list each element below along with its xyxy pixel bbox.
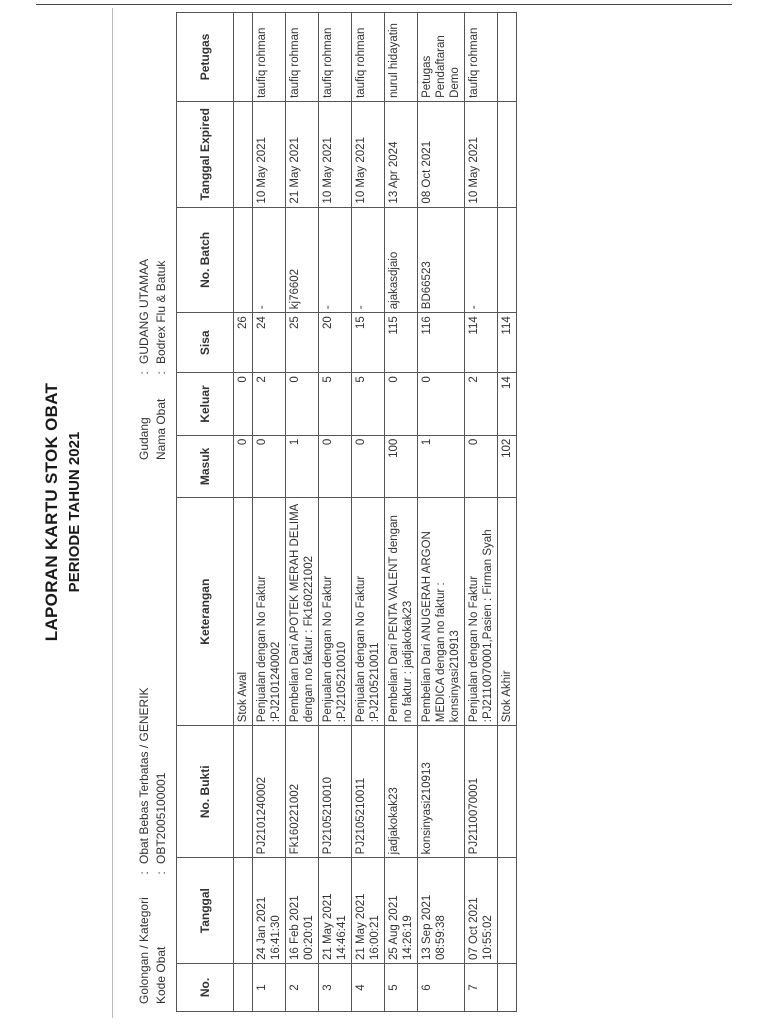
row-petugas: taufiq rohman <box>352 13 385 102</box>
meta-kode <box>153 687 170 1004</box>
row-keluar: 5 <box>319 373 352 435</box>
row-petugas: taufiq rohman <box>465 13 498 102</box>
stok-akhir-label: Stok Akhir <box>498 498 517 726</box>
col-header-tanggal-expired: Tanggal Expired <box>177 101 234 207</box>
report-period: PERIODE TAHUN 2021 <box>66 431 83 593</box>
row-no: 5 <box>385 963 418 1011</box>
row-no-bukti: PJ2105210011 <box>352 726 385 858</box>
row-no: 3 <box>319 963 352 1011</box>
row-keterangan: Penjualan dengan No Faktur :PJ2105210011 <box>352 498 385 726</box>
row-keterangan: Penjualan dengan No Faktur :PJ2110070001,Pasien : Firman Syah <box>465 498 498 726</box>
row-keluar: 2 <box>465 373 498 435</box>
row-tanggal-expired: 10 May 2021 <box>253 101 286 207</box>
row-masuk: 0 <box>319 435 352 497</box>
row-no-batch: ajakasdjaio <box>385 207 418 313</box>
stok-awal-row <box>234 13 253 1012</box>
row-petugas: Petugas Pendaftaran Demo <box>418 13 465 102</box>
table-row <box>385 13 418 1012</box>
stok-awal-label: Stok Awal <box>234 498 253 726</box>
table-row <box>352 13 385 1012</box>
row-sisa: 20 <box>319 313 352 373</box>
row-keluar: 0 <box>385 373 418 435</box>
row-keterangan: Penjualan dengan No Faktur :PJ2105210010 <box>319 498 352 726</box>
row-tanggal: 13 Sep 2021 08:59:38 <box>418 858 465 964</box>
row-tanggal: 16 Feb 2021 00:20:01 <box>286 858 319 964</box>
row-tanggal-expired: 21 May 2021 <box>286 101 319 207</box>
row-no: 7 <box>465 963 498 1011</box>
table-row <box>286 13 319 1012</box>
stok-akhir-sisa: 114 <box>498 313 517 373</box>
row-keterangan: Penjualan dengan No Faktur :PJ2101240002 <box>253 498 286 726</box>
stok-awal-masuk: 0 <box>234 435 253 497</box>
row-no: 1 <box>253 963 286 1011</box>
stok-awal-keluar: 0 <box>234 373 253 435</box>
row-no-bukti: Fk160221002 <box>286 726 319 858</box>
row-no: 2 <box>286 963 319 1011</box>
stok-akhir-row <box>498 13 517 1012</box>
report-header <box>42 12 83 1012</box>
meta-golongan <box>136 687 153 1004</box>
row-tanggal-expired: 08 Oct 2021 <box>418 101 465 207</box>
row-no-bukti: jadjakokak23 <box>385 726 418 858</box>
meta-left <box>136 687 170 1004</box>
row-sisa: 15 <box>352 313 385 373</box>
row-masuk: 1 <box>418 435 465 497</box>
col-header-sisa: Sisa <box>177 313 234 373</box>
row-tanggal-expired: 10 May 2021 <box>352 101 385 207</box>
row-no-batch: - <box>253 207 286 313</box>
row-sisa: 25 <box>286 313 319 373</box>
row-tanggal: 21 May 2021 16:00:21 <box>352 858 385 964</box>
row-masuk: 0 <box>352 435 385 497</box>
report-sheet <box>24 12 744 1012</box>
col-header-no-batch: No. Batch <box>177 207 234 313</box>
row-keluar: 5 <box>352 373 385 435</box>
row-no-bukti: konsinyasi210913 <box>418 726 465 858</box>
row-no-batch: - <box>319 207 352 313</box>
row-tanggal: 07 Oct 2021 10:55:02 <box>465 858 498 964</box>
row-keluar: 2 <box>253 373 286 435</box>
row-tanggal: 25 Aug 2021 14:26:19 <box>385 858 418 964</box>
row-no-bukti: PJ2105210010 <box>319 726 352 858</box>
row-petugas: taufiq rohman <box>286 13 319 102</box>
row-no: 4 <box>352 963 385 1011</box>
top-rule <box>36 4 732 5</box>
row-sisa: 115 <box>385 313 418 373</box>
gudang-label: Gudang <box>137 417 151 460</box>
report-title: LAPORAN KARTU STOK OBAT <box>42 382 61 642</box>
col-header-no: No. <box>177 963 234 1011</box>
row-tanggal: 21 May 2021 14:46:41 <box>319 858 352 964</box>
row-no-batch: - <box>352 207 385 313</box>
colon: : <box>154 871 168 875</box>
golongan-label: Golongan / Kategori <box>137 897 151 1004</box>
meta-right <box>136 259 170 460</box>
kode-value: OBT2005100001 <box>154 772 168 864</box>
row-petugas: taufiq rohman <box>253 13 286 102</box>
col-header-keluar: Keluar <box>177 373 234 435</box>
row-sisa: 116 <box>418 313 465 373</box>
gudang-value: GUDANG UTAMAA <box>137 258 151 364</box>
table-header-row <box>177 13 234 1012</box>
row-masuk: 0 <box>253 435 286 497</box>
golongan-value: Obat Bebas Terbatas / GENERIK <box>137 687 151 864</box>
table-row <box>253 13 286 1012</box>
row-tanggal-expired: 13 Apr 2024 <box>385 101 418 207</box>
row-sisa: 114 <box>465 313 498 373</box>
row-no-bukti: PJ2110070001 <box>465 726 498 858</box>
meta-gudang <box>136 259 153 460</box>
col-header-no-bukti: No. Bukti <box>177 726 234 858</box>
nama-obat-label: Nama Obat <box>154 398 168 460</box>
row-masuk: 0 <box>465 435 498 497</box>
stock-card-table <box>176 12 517 1012</box>
row-tanggal-expired: 10 May 2021 <box>319 101 352 207</box>
table-row <box>319 13 352 1012</box>
row-masuk: 1 <box>286 435 319 497</box>
meta-nama-obat <box>153 259 170 460</box>
col-header-masuk: Masuk <box>177 435 234 497</box>
row-no-batch: kj76602 <box>286 207 319 313</box>
row-no-bukti: PJ2101240002 <box>253 726 286 858</box>
col-header-keterangan: Keterangan <box>177 498 234 726</box>
row-masuk: 100 <box>385 435 418 497</box>
row-keterangan: Pembelian Dari APOTEK MERAH DELIMA dengan no faktur : Fk160221002 <box>286 498 319 726</box>
row-keterangan: Pembelian Dari PENTA VALENT dengan no faktur : jadjakokak23 <box>385 498 418 726</box>
row-petugas: nurul hidayatin <box>385 13 418 102</box>
col-header-tanggal: Tanggal <box>177 858 234 964</box>
nama-obat-value: Bodrex Flu & Batuk <box>154 260 168 364</box>
table-row <box>465 13 498 1012</box>
stok-awal-sisa: 26 <box>234 313 253 373</box>
row-keluar: 0 <box>418 373 465 435</box>
stok-akhir-masuk: 102 <box>498 435 517 497</box>
row-no: 6 <box>418 963 465 1011</box>
colon: : <box>154 371 168 375</box>
kode-label: Kode Obat <box>154 946 168 1004</box>
row-sisa: 24 <box>253 313 286 373</box>
stok-akhir-keluar: 14 <box>498 373 517 435</box>
row-keluar: 0 <box>286 373 319 435</box>
row-no-batch: BD66523 <box>418 207 465 313</box>
row-keterangan: Pembelian Dari ANUGERAH ARGON MEDICA dengan no faktur : konsinyasi210913 <box>418 498 465 726</box>
row-tanggal-expired: 10 May 2021 <box>465 101 498 207</box>
colon: : <box>137 871 151 875</box>
table-row <box>418 13 465 1012</box>
colon: : <box>137 371 151 375</box>
row-no-batch: - <box>465 207 498 313</box>
col-header-petugas: Petugas <box>177 13 234 102</box>
row-petugas: taufiq rohman <box>319 13 352 102</box>
row-tanggal: 24 Jan 2021 16:41:30 <box>253 858 286 964</box>
